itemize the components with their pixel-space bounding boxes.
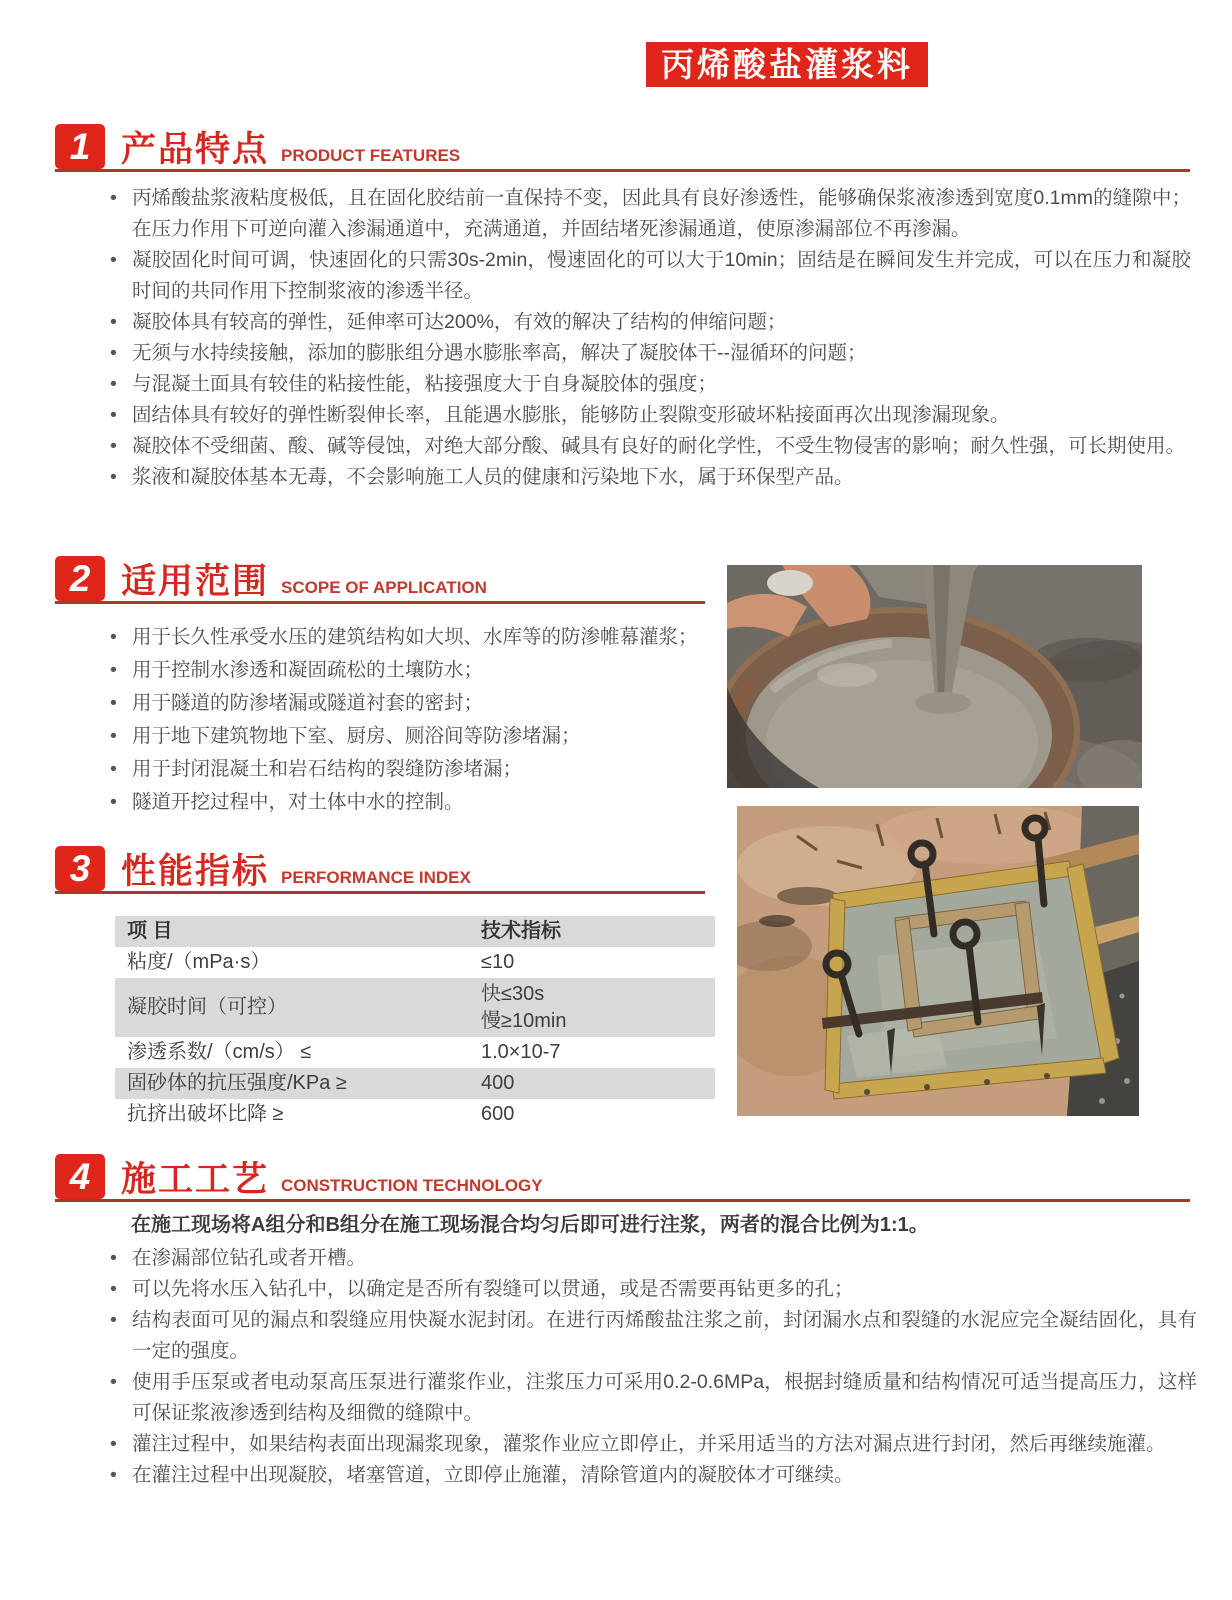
bullet-item: • 在灌注过程中出现凝胶，堵塞管道，立即停止施灌，清除管道内的凝胶体才可继续。 <box>105 1460 1197 1491</box>
column-header-value: 技术指标 <box>481 920 561 942</box>
bullet-item: • 固结体具有较好的弹性断裂伸长率，且能遇水膨胀，能够防止裂隙变形破坏粘接面再次出现渗漏现象。 <box>105 400 1191 431</box>
spec-value-line: 慢≥10min <box>481 1009 567 1032</box>
spec-item: 固砂体的抗压强度/KPa ≥ <box>127 1072 347 1094</box>
bullet-item: • 浆液和凝胶体基本无毒，不会影响施工人员的健康和污染地下水，属于环保型产品。 <box>105 462 1191 493</box>
bullet-item: • 凝胶体不受细菌、酸、碱等侵蚀，对绝大部分酸、碱具有良好的耐化学性，不受生物侵害的影响；耐久性强，可长期使用。 <box>105 431 1191 462</box>
section-1-number-badge: 1 <box>55 124 105 169</box>
bullet-item: • 可以先将水压入钻孔中，以确定是否所有裂缝可以贯通，或是否需要再钻更多的孔； <box>105 1274 1197 1305</box>
section-2-subtitle: SCOPE OF APPLICATION <box>281 578 487 597</box>
spec-item: 渗透系数/（cm/s） ≤ <box>127 1041 312 1063</box>
section-3-subtitle: PERFORMANCE INDEX <box>281 868 471 887</box>
table-header-row <box>115 916 715 947</box>
product-features-list <box>105 183 1191 493</box>
section-2-title: 适用范围 <box>121 562 270 601</box>
bullet-item: • 凝胶固化时间可调，快速固化的只需30s-2min，慢速固化的可以大于10min；固结是在瞬间发生并完成，可以在压力和凝胶时间的共同作用下控制浆液的渗透半径。 <box>105 245 1191 307</box>
bullet-item: • 使用手压泵或者电动泵高压泵进行灌浆作业，注浆压力可采用0.2-0.6MPa，根据封缝质量和结构情况可适当提高压力，这样可保证浆液渗透到结构及细微的缝隙中。 <box>105 1367 1197 1429</box>
bullet-item: • 灌注过程中，如果结构表面出现漏浆现象，灌浆作业应立即停止，并采用适当的方法对漏点进行封闭，然后再继续施灌。 <box>105 1429 1197 1460</box>
formwork-grouting-photo <box>737 806 1139 1116</box>
bullet-item: • 用于地下建筑物地下室、厨房、厕浴间等防渗堵漏； <box>105 720 723 753</box>
scope-of-application-list <box>105 621 723 819</box>
spec-item: 粘度/（mPa·s） <box>127 951 271 973</box>
bullet-item: • 无须与水持续接触，添加的膨胀组分遇水膨胀率高，解决了凝胶体干--湿循环的问题； <box>105 338 1191 369</box>
bullet-item: • 结构表面可见的漏点和裂缝应用快凝水泥封闭。在进行丙烯酸盐注浆之前，封闭漏水点和裂缝的水泥应完全凝结固化，具有一定的强度。 <box>105 1305 1197 1367</box>
section-4-number-badge: 4 <box>55 1154 105 1199</box>
bullet-item: • 与混凝土面具有较佳的粘接性能，粘接强度大于自身凝胶体的强度； <box>105 369 1191 400</box>
spec-value: ≤10 <box>481 951 515 973</box>
bullet-item: • 丙烯酸盐浆液粘度极低，且在固化胶结前一直保持不变，因此具有良好渗透性，能够确保浆液渗透到宽度0.1mm的缝隙中；在压力作用下可逆向灌入渗漏通道中，充满通道，并固结堵死渗漏通道，使原渗漏部位不再渗漏。 <box>105 183 1191 245</box>
table-row <box>115 1099 715 1130</box>
bullet-item: • 用于封闭混凝土和岩石结构的裂缝防渗堵漏； <box>105 753 723 786</box>
construction-intro-text: 在施工现场将A组分和B组分在施工现场混合均匀后即可进行注浆，两者的混合比例为1:1。 <box>131 1214 929 1236</box>
section-3-header <box>55 843 705 894</box>
product-title-banner: 丙烯酸盐灌浆料 <box>646 42 928 87</box>
bullet-item: • 凝胶体具有较高的弹性，延伸率可达200%，有效的解决了结构的伸缩问题； <box>105 307 1191 338</box>
section-4-header <box>55 1151 1190 1202</box>
section-2-header <box>55 553 705 604</box>
spec-item: 抗挤出破坏比降 ≥ <box>127 1103 284 1125</box>
section-2-number-badge: 2 <box>55 556 105 601</box>
spec-value <box>469 978 715 1037</box>
construction-steps-list <box>105 1243 1197 1491</box>
section-1-title: 产品特点 <box>121 130 270 169</box>
spec-value: 400 <box>481 1072 515 1094</box>
section-4-title: 施工工艺 <box>121 1160 270 1199</box>
spec-value: 1.0×10-7 <box>481 1041 561 1063</box>
table-row <box>115 947 715 978</box>
bullet-item: • 用于隧道的防渗堵漏或隧道衬套的密封； <box>105 687 723 720</box>
spec-value-line: 快≤30s <box>481 982 545 1005</box>
bullet-item: • 隧道开挖过程中，对土体中水的控制。 <box>105 786 723 819</box>
section-3-number-badge: 3 <box>55 846 105 891</box>
table-row <box>115 1068 715 1099</box>
section-1-header <box>55 121 1190 172</box>
bullet-item: • 在渗漏部位钻孔或者开槽。 <box>105 1243 1197 1274</box>
table-row <box>115 978 715 1037</box>
grout-mixing-photo <box>727 565 1142 788</box>
section-1-subtitle: PRODUCT FEATURES <box>281 146 461 165</box>
section-3-title: 性能指标 <box>121 852 270 891</box>
table-row <box>115 1037 715 1068</box>
spec-item: 凝胶时间（可控） <box>127 996 287 1018</box>
performance-index-table <box>115 916 715 1130</box>
bullet-item: • 用于长久性承受水压的建筑结构如大坝、水库等的防渗帷幕灌浆； <box>105 621 723 654</box>
section-4-subtitle: CONSTRUCTION TECHNOLOGY <box>281 1176 543 1195</box>
column-header-item: 项 目 <box>127 920 173 942</box>
spec-value: 600 <box>481 1103 515 1125</box>
bullet-item: • 用于控制水渗透和凝固疏松的土壤防水； <box>105 654 723 687</box>
